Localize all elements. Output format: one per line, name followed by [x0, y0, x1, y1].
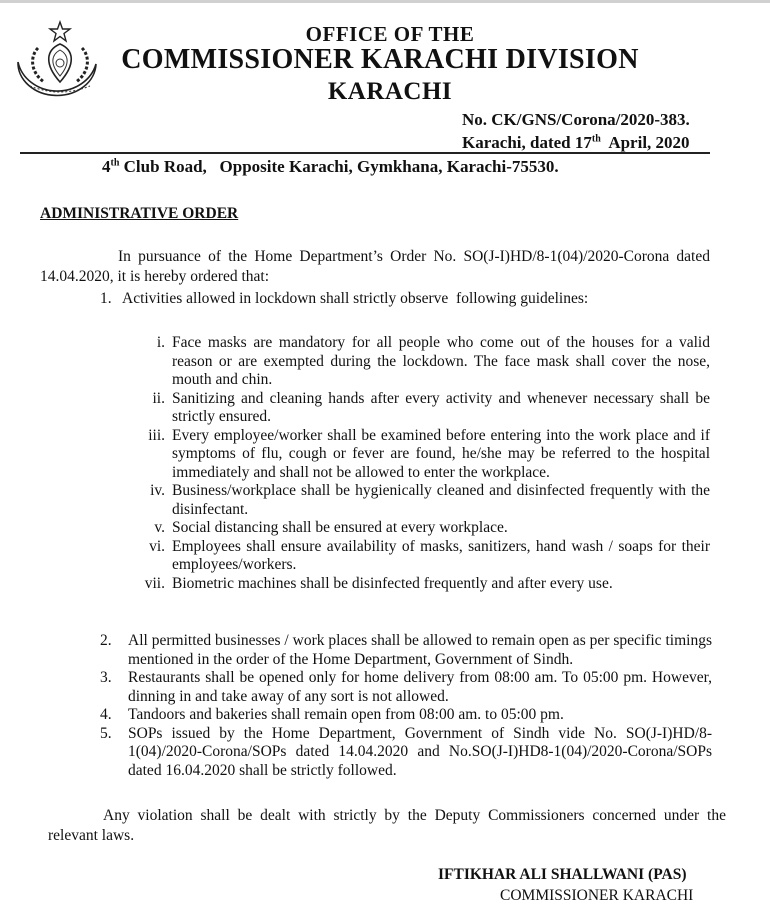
- order-point: [100, 632, 712, 669]
- guideline-item: [135, 538, 710, 575]
- order-intro: In pursuance of the Home Department’s Order No. SO(J-I)HD/8-1(04)/2020-Corona dated 14.04.2020, it is hereby ordered that:: [40, 248, 710, 285]
- address-sup: th: [110, 157, 120, 169]
- order-point: [100, 706, 712, 725]
- letterhead-office: OFFICE OF THE: [305, 22, 475, 46]
- order-title: ADMINISTRATIVE ORDER: [40, 205, 239, 222]
- signatory-title: COMMISSIONER KARACHI: [500, 887, 694, 904]
- guideline-item: [135, 519, 710, 538]
- date-suffix-sup: th: [591, 133, 601, 145]
- guideline-item: [135, 427, 710, 483]
- date-prefix: Karachi, dated 17: [462, 133, 592, 152]
- guideline-text: Every employee/worker shall be examined before entering into the work place and if symptoms of flu, cough or fever are found, he/she may be referred to the hospital immediately and shall not be allowed to enter the workplace.: [172, 426, 710, 481]
- order-points-list: [100, 632, 712, 780]
- guideline-text: Sanitizing and cleaning hands after every activity and whenever necessary shall be strictly ensured.: [172, 389, 710, 425]
- order-point: [100, 669, 712, 706]
- guideline-item: [135, 482, 710, 519]
- page-edge: [0, 0, 770, 3]
- guideline-text: Business/workplace shall be hygienically cleaned and disinfected frequently with the disinfectant.: [172, 482, 710, 518]
- order-point: [100, 725, 712, 781]
- point-text: Activities allowed in lockdown shall strictly observe following guidelines:: [122, 290, 589, 307]
- guideline-text: Social distancing shall be ensured at every workplace.: [172, 519, 508, 536]
- letterhead-commissioner: COMMISSIONER KARACHI DIVISION: [121, 44, 639, 75]
- signatory-name: IFTIKHAR ALI SHALLWANI (PAS): [438, 866, 687, 883]
- guideline-numeral: i.: [156, 334, 165, 351]
- guideline-numeral: iv.: [150, 482, 165, 499]
- guideline-numeral: vi.: [149, 537, 165, 555]
- point-text: Restaurants shall be opened only for home delivery from 08:00 am. To 05:00 pm. However, dinning in and take away of any sort is not allowed.: [128, 669, 712, 705]
- guideline-numeral: vii.: [144, 574, 165, 592]
- guideline-text: Biometric machines shall be disinfected frequently and after every use.: [172, 574, 613, 592]
- government-emblem-icon: [8, 20, 100, 108]
- address-number: 4: [102, 157, 111, 176]
- guideline-item: [135, 390, 710, 427]
- point-number: 5.: [100, 724, 112, 742]
- point-number: 1.: [100, 290, 112, 307]
- date-month-year: April, 2020: [600, 133, 690, 152]
- office-address: [102, 157, 559, 177]
- guideline-numeral: v.: [154, 519, 165, 536]
- guideline-numeral: iii.: [148, 426, 165, 444]
- header-divider: [20, 152, 710, 154]
- guideline-item: [135, 575, 710, 594]
- point-text: Tandoors and bakeries shall remain open from 08:00 am. to 05:00 pm.: [128, 706, 564, 723]
- address-text: Club Road, Opposite Karachi, Gymkhana, Karachi-75530.: [119, 157, 559, 176]
- point-1: [100, 289, 720, 309]
- closing-statement: Any violation shall be dealt with strictly by the Deputy Commissioners concerned under the relevant laws.: [48, 807, 726, 844]
- guidelines-list: [135, 334, 710, 593]
- guideline-numeral: ii.: [152, 389, 165, 407]
- guideline-item: [135, 334, 710, 390]
- point-number: 3.: [100, 669, 112, 686]
- point-text: All permitted businesses / work places shall be allowed to remain open as per specific timings mentioned in the order of the Home Department, Government of Sindh.: [128, 632, 712, 668]
- letterhead-city: KARACHI: [327, 78, 453, 105]
- point-number: 4.: [100, 706, 112, 723]
- guideline-text: Employees shall ensure availability of masks, sanitizers, hand wash / soaps for their employees/workers.: [172, 537, 710, 573]
- guideline-text: Face masks are mandatory for all people who come out of the houses for a valid reason or are exempted during the lockdown. The face mask shall cover the nose, mouth and chin.: [172, 334, 710, 388]
- reference-number: No. CK/GNS/Corona/2020-383.: [462, 110, 690, 129]
- point-text: SOPs issued by the Home Department, Government of Sindh vide No. SO(J-I)HD/8-1(04)/2020-Corona/SOPs dated 14.04.2020 and No.SO(J-I)HD8-1(04)/2020-Corona/SOPs dated 16.04.2020 shall be strictly followed.: [128, 724, 712, 779]
- point-number: 2.: [100, 632, 112, 649]
- issue-date: [462, 133, 690, 153]
